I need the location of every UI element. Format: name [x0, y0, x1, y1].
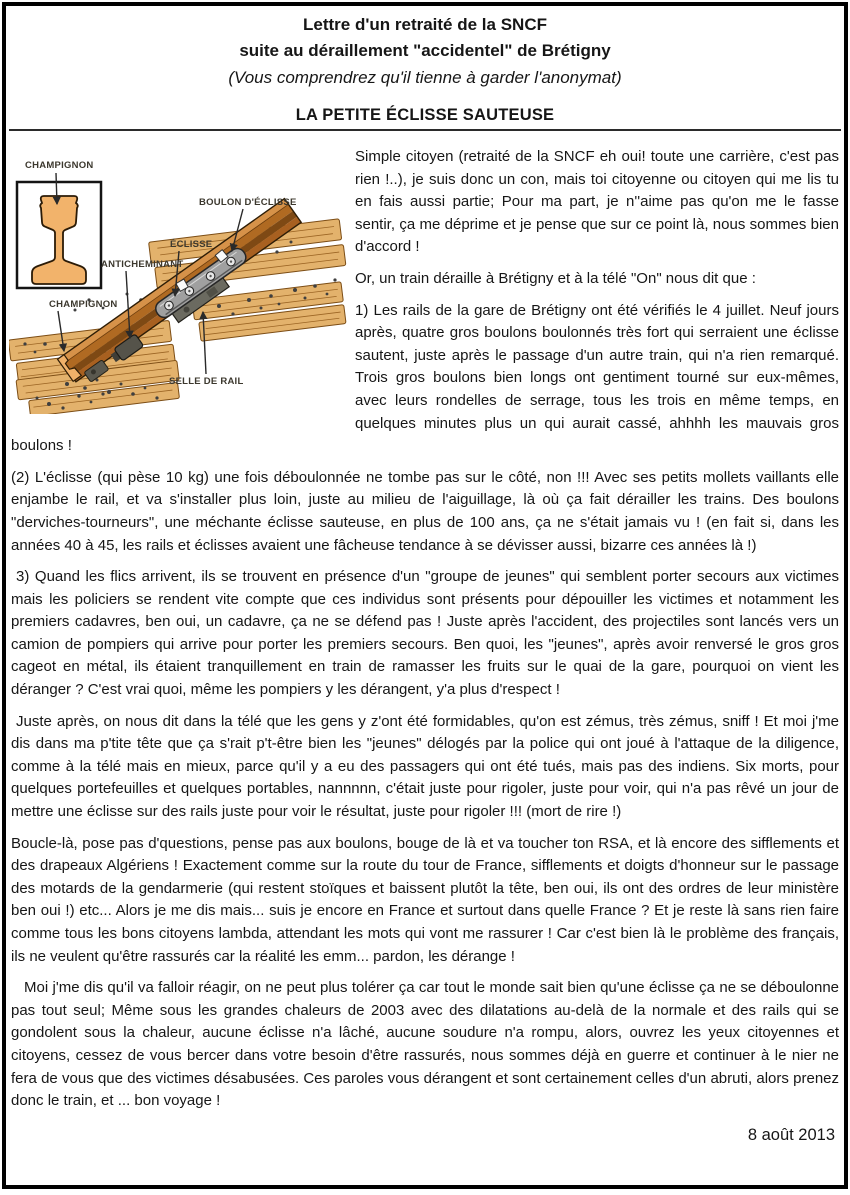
letter-body: [9, 146, 841, 1146]
diagram-label-eclisse: ÉCLISSE: [170, 239, 213, 250]
header-line-3: (Vous comprendrez qu'il tienne à garder l'anonymat): [228, 68, 622, 87]
paragraph-3: 1) Les rails de la gare de Brétigny ont été vérifiés le 4 juillet. Neuf jours après, quatre gros boulons boulonnés très fort qui serraient une éclisse sautent, juste après le passage d'un autre train, qui n'a rien remarqué. Trois gros boulons bien longs ont gentiment tourné sur eux-mêmes, avec leurs rondelles de serrage, tous les trois en même temps, en quelques minutes plus un qui aurait cassé, ahhhh les mauvais gros boulons !: [11, 301, 839, 455]
paragraph-8: Moi j'me dis qu'il va falloir réagir, on ne peut plus tolérer ça car tout le monde sait bien qu'une éclisse ça ne se déboulonne pas tout seul; Même sous les grandes chaleurs de 2003 avec des dilatations au-delà de la normale et des rails qui se gondolent sous la chaleur, aucune éclisse n'a lâché, aucune soudure n'a rompu, alors, ouvrez les yeux citoyennes et citoyens, cessez de vous bercer dans votre besoin d'être rassurés, nous sommes déjà en guerre et continuer à le nier ne fera de vous que des victimes désabusées. Ces paroles vous dérangent et sont certainement celles d'un abruti, alors prenez donc le train, et ... bon voyage !: [11, 979, 839, 1110]
paragraph-5: 3) Quand les flics arrivent, ils se trouvent en présence d'un "groupe de jeunes" qui semblent porter secours aux victimes mais les policiers se rendent vite compte que ces individus sont présents pour dépouiller les victimes et notamment les premiers cadavres, ben oui, un cadavre, ça ne se défend pas ! Juste après l'accident, des projectiles sont lancés vers un camion de pompiers qui arrive pour porter les premiers secours. Ben quoi, les "jeunes", après avoir renversé le gros gros cageot en métal, ils étaient tranquillement en train de ramasser les fruits sur le quai de la gare, pourquoi on vient les déranger ? C'est vrai quoi, même les pompiers y les dérangent, y'a plus d'respect !: [11, 568, 839, 699]
document-header: [9, 6, 841, 126]
diagram-label-selle-de-rail: SELLE DE RAIL: [169, 376, 244, 387]
diagram-label-boulon-eclisse: BOULON D'ÉCLISSE: [199, 197, 297, 208]
rail-joint-diagram: [9, 148, 347, 414]
diagram-label-anticheminant: ANTICHEMINANT: [101, 259, 184, 270]
page-title: LA PETITE ÉCLISSE SAUTEUSE: [295, 106, 555, 124]
letter-document: [2, 2, 848, 1189]
paragraph-4: (2) L'éclisse (qui pèse 10 kg) une fois déboulonnée ne tombe pas sur le côté, non !!! Avec ses petits mollets vaillants elle enjambe le rail, et va s'installer plus loin, juste au milieu de l'aiguillage, là où ça fait dérailler les trains. Des boulons "derviches-tourneurs", une méchante éclisse sauteuse, en plus de 100 ans, ça ne s'était jamais vu ! (en fait si, dans les années 40 à 45, les rails et éclisses avaient une fâcheuse tendance à se dévisser aussi, bizarre ces années là !): [11, 468, 839, 554]
diagram-label-champignon-bottom: CHAMPIGNON: [49, 299, 118, 310]
paragraph-7: Boucle-là, pose pas d'questions, pense pas aux boulons, bouge de là et va toucher ton RSA, et là encore des sifflements et des drapeaux Algériens ! Exactement comme sur la route du tour de France, sifflements et doigts d'honneur sur le passage des motards de la gendarmerie (qui restent stoïques et baissent plutôt la tête, ben oui, ils ont des ordres de leur ministère ben oui !) etc... Alors je me dis mais... suis je encore en France et surtout dans quelle France ? Et je reste là sans rien faire comme tous les bons citoyens lambda, attendant les mots qui vont me rassurer ! Car c'est bien là le problème des français, ils ne veulent qu'être rassurés car la réalité les emm... pardon, les dérange !: [11, 834, 839, 965]
paragraph-1: Simple citoyen (retraité de la SNCF eh oui! toute une carrière, c'est pas rien !..), je suis donc un con, mais toi citoyenne ou citoyen qui me lis tu en fais aussi partie; Pour ma part, je n''aime pas qu'on me le fasse sentir, ça me déprime et je pense que sur ce point là, nous sommes bien d'accord !: [355, 148, 839, 256]
paragraph-6: Juste après, on nous dit dans la télé que les gens y z'ont été formidables, qu'on est zémus, très zémus, sniff ! Et moi j'me dis dans ma p'tite tête que ça s'rait p't-être bien les "jeunes" délogés par la police qui ont joué à l'attaque de la diligence, comme à la télé mais en mieux, parce qu'il y a eu des passagers qui ont été tués, mais pas des indiens. Six morts, pour quelques portefeuilles et quelques portables, nannnnn, c'était juste pour rigoler, juste pour voir, qui n'a pas rêvé un jour de mettre une éclisse sur des rails juste pour voir le résultat, juste pour rigoler !!! (mort de rire !): [11, 712, 839, 821]
paragraph-2: Or, un train déraille à Brétigny et à la télé "On" nous dit que :: [355, 269, 756, 287]
title-rule: [9, 129, 841, 131]
rail-cross-section-inset: [17, 182, 101, 288]
header-line-1: Lettre d'un retraité de la SNCF: [303, 15, 547, 34]
diagram-label-champignon-top: CHAMPIGNON: [25, 160, 94, 171]
letter-date: 8 août 2013: [747, 1125, 835, 1144]
header-line-2: suite au déraillement "accidentel" de Brétigny: [239, 41, 611, 60]
